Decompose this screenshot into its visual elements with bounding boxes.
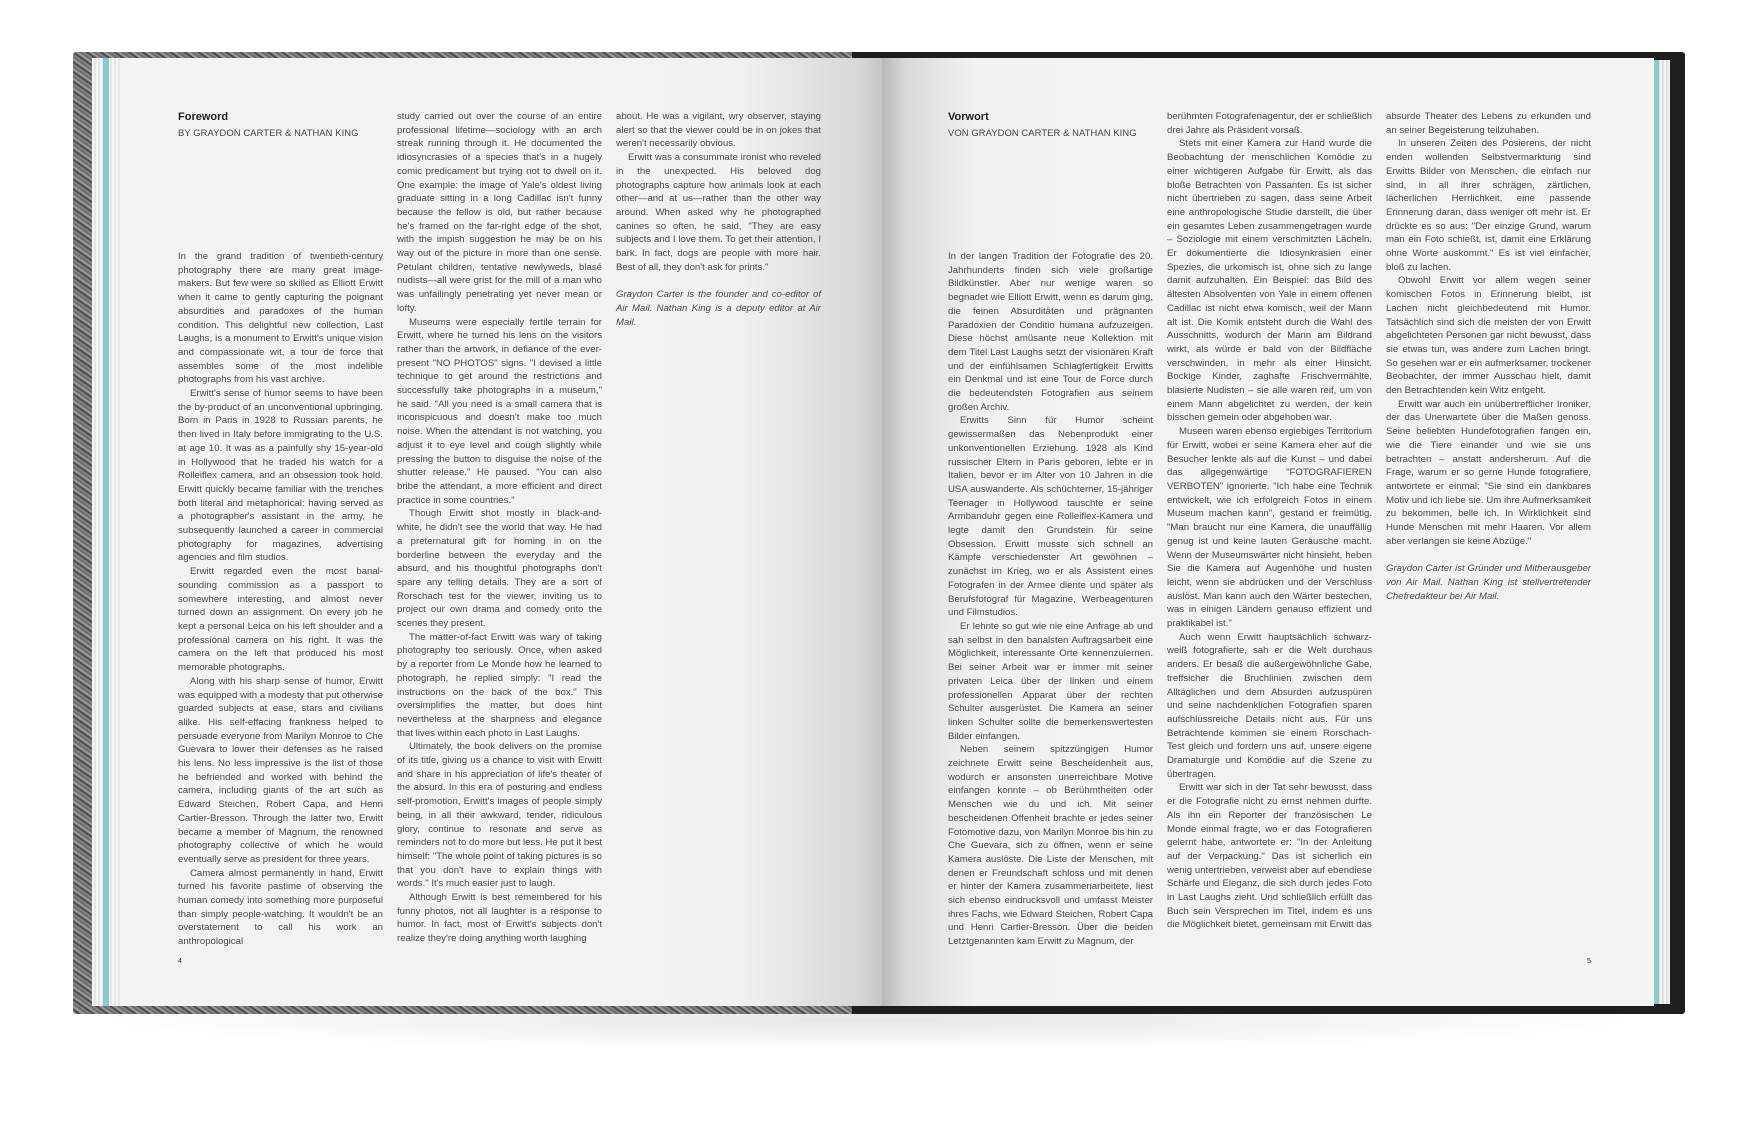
left-column-2 (397, 110, 602, 946)
paragraph: Erwitt was a consummate ironist who reveled in the unexpected. His beloved dog photographs capture how animals look at each other—and at us—rather than the other way around. When asked why he photographed canines so often, he said, "They are easy subjects and I love them. To get their attention, I bark. In fact, dogs are people with more hair. Best of all, they don't ask for prints." (616, 152, 821, 273)
left-column-3 (616, 110, 821, 329)
page-title: Foreword (178, 111, 229, 123)
paragraph: Erwitt regarded even the most banal-sounding commission as a passport to somewhere interesting, and almost never turned down an assignment. On every job he kept a personal Leica on his left shoulder and a professional camera on his right. It was the camera on the left that produced his most memorable photographs. (178, 566, 383, 674)
paragraph: In der langen Tradition der Fotografie des 20. Jahrhunderts finden sich viele großartige Bildkünstler. Aber nur wenige waren so begnadet wie Elliott Erwitt, wenn es darum ging, die feinen Absurditäten und prägnanten Paradoxien der Conditio humana aufzuzeigen. Diese höchst amüsante neue Kollektion mit dem Titel Last Laughs setzt der visionären Kraft und der einfühlsamen Schlagfertigkeit Erwitts ein Denkmal und ist eine Tour de Force durch die bedeutendsten Fotografien aus seinem großen Archiv. (948, 251, 1153, 413)
paragraph: In unseren Zeiten des Posierens, der nicht enden wollenden Selbstvermarktung sind Erwitts Bilder von Menschen, die einfach nur sind, in all ihrer schrägen, zärtlichen, lächerlichen Herrlichkeit, eine passende Erinnerung daran, dass weniger oft mehr ist. Er drückte es so aus: "Der einzige Grund, warum man ein Foto schießt, ist, damit eine Erklärung ohne Worte auskommt." Es ist viel einfacher, bloß zu lachen. (1386, 138, 1591, 273)
paragraph: Ultimately, the book delivers on the promise of its title, giving us a chance to visit with Erwitt and share in his appreciation of life's theater of the absurd. In this era of posturing and endless self-promotion, Erwitt's images of people simply being, in all their awkward, tender, ridiculous glory, continue to resonate and serve as reminders not to do more but less. He put it best himself: "The whole point of taking pictures is so that you don't have to explain things with words." It's much easier just to laugh. (397, 741, 602, 890)
page-title: Vorwort (948, 111, 989, 123)
paragraph: berühmten Fotografenagentur, der er schließlich drei Jahre als Präsident vorsaß. (1167, 111, 1372, 136)
paragraph: Neben seinem spitzzüngigen Humor zeichnete Erwitt seine Bescheidenheit aus, wodurch er ansonsten unerreichbare Motive einfangen konnte – ob Berühmtheiten oder Menschen wie du und ich. Mit seiner bescheidenen Offenheit brachte er jedes seiner Fotomotive dazu, von Marilyn Monroe bis hin zu Che Guevara, sich zu öffnen, wenn er seine Kamera auslöste. Die Liste der Menschen, mit denen er Freundschaft schloss und mit denen er hinter der Kamera zusammenarbeitete, liest sich ebenso eindrucksvoll und umfasst Meister ihres Fachs, wie Edward Steichen, Robert Capa und Henri Cartier-Bresson. Über die beiden Letztgenannten kam Erwitt zu Magnum, der (948, 744, 1153, 948)
right-edge-accent (1654, 60, 1659, 1004)
paragraph: Camera almost permanently in hand, Erwitt turned his favorite pastime of observing the human comedy into something more purposeful than simply people-watching. It wouldn't be an overstatement to call his work an anthropological (178, 867, 383, 948)
right-column-3 (1386, 110, 1591, 603)
paragraph: Along with his sharp sense of humor, Erwitt was equipped with a modesty that put otherwise guarded subjects at ease, stars and civilians alike. His self-effacing frankness helped to persuade everyone from Marilyn Monroe to Che Guevara to lower their defenses as he raised his lens. No less impressive is the list of those he befriended and worked with behind the camera, including giants of the art such as Edward Steichen, Robert Capa, and Henri Cartier-Bresson. Through the latter two, Erwitt became a member of Magnum, the renowned photography collective of which he would eventually serve as president for three years. (178, 675, 383, 865)
right-column-1 (948, 250, 1153, 949)
paragraph: study carried out over the course of an entire professional lifetime—sociology with an arch streak running through it. He documented the idiosyncrasies of a species that's in a hugely comic predicament but trying not to dwell on it. One example: the image of Yale's oldest living graduate sitting in a long Cadillac isn't funny because the fellow is old, but rather because he's framed on the far-right edge of the shot, with the impish suggestion he may be on his way out of the picture in more than one sense. Petulant children, tentative newlyweds, blasé nudists—all were grist for the mill of a man who was unfailingly penetrating yet never mean or lofty. (397, 111, 602, 314)
paragraph: Though Erwitt shot mostly in black-and-white, he didn't see the world that way. He had a preternatural gift for homing in on the borderline between the everyday and the absurd, and his thoughtful photographs don't spare any telling details. They are a sort of Rorschach test for the viewer, inviting us to project our own drama and comedy onto the scenes they present. (397, 508, 602, 630)
right-column-2 (1167, 110, 1372, 932)
author-credit: Graydon Carter is the founder and co-editor of Air Mail. Nathan King is a deputy editor at Air Mail. (616, 289, 821, 328)
paragraph: Museen waren ebenso ergiebiges Territorium für Erwitt, wobei er seine Kamera eher auf die Besucher lenkte als auf die Kunst – und dabei das allgegenwärtige "FOTOGRAFIEREN VERBOTEN" ignorierte. "Ich habe eine Technik entwickelt, wie ich erfolgreich Fotos in einem Museum machen kann", gestand er freimütig. "Man braucht nur eine Kamera, die unauffällig genug ist und keine lauten Geräusche macht. Wenn der Museumswärter nicht hinsieht, heben Sie die Kamera auf Augenhöhe und husten leicht, wenn sie abdrücken und der Verschluss auslöst. Man kann auch den Wärter bestechen, was in einigen Ländern genauso effizient und praktikabel ist." (1167, 426, 1372, 630)
paragraph: about. He was a vigilant, wry observer, staying alert so that the viewer could be in on jokes that weren't necessarily obvious. (616, 111, 821, 150)
paragraph: Erwitt war auch ein unübertrefflicher Ironiker, der das Unerwartete über die Maßen genoss. Seine beliebten Hundefotografien fangen ein, wie die Tiere einander und wie sie uns betrachten – anstatt andersherum. Auf die Frage, warum er so gerne Hunde fotografiere, antwortete er einmal: "Sie sind ein dankbares Motiv und ich liebe sie. Um ihre Aufmerksamkeit zu bekommen, belle ich. In Wirklichkeit sind Hunde Menschen mit mehr Haaren. Vor allem aber verlangen sie keine Abzüge." (1386, 398, 1591, 547)
author-credit: Graydon Carter ist Gründer und Mitherausgeber von Air Mail. Nathan King ist stellvertretender Chefredakteur bei Air Mail. (1386, 563, 1591, 602)
page-number: 5 (1587, 958, 1591, 965)
left-column-1 (178, 250, 383, 949)
paragraph: Museums were especially fertile terrain for Erwitt, where he turned his lens on the visitors rather than the artwork, in defiance of the ever-present "NO PHOTOS" signs. "I devised a little technique to get around the restrictions and successfully take photographs in a museum," he said. "All you need is a small camera that is inconspicuous and doesn't make too much noise. When the attendant is not watching, you adjust it to eye level and cough slightly while pressing the button to disguise the noise of the shutter release." He paused. "You can also bribe the attendant, a more efficient and direct practice in some countries." (397, 316, 602, 506)
left-edge-accent (103, 58, 109, 1006)
paragraph: absurde Theater des Lebens zu erkunden und an seiner Begeisterung teilzuhaben. (1386, 111, 1591, 136)
paragraph: Obwohl Erwitt vor allem wegen seiner komischen Fotos in Erinnerung bleibt, ist Lachen nicht gleichbedeutend mit Humor. Tatsächlich sind sich die meisten der von Erwitt abgelichteten Personen gar nicht bewusst, dass sie etwas tun, was andere zum Lachen bringt. So gesehen war er ein aufmerksamer, trockener Beobachter, der immer Ausschau hielt, damit den Betrachtenden kein Witz entgeht. (1386, 275, 1591, 397)
page-number: 4 (178, 958, 182, 965)
paragraph: Erwitt's sense of humor seems to have been the by-product of an unconventional upbringing. Born in Paris in 1928 to Russian parents, he then lived in Italy before immigrating to the U.S. at age 10. It was as a painfully shy 15-year-old in Hollywood that he traded his watch for a Rolleiflex camera, and an obsession took hold. Erwitt quickly became familiar with the trenches both literal and metaphorical: having served as a photographer's assistant in the army, he subsequently launched a career in commercial photography for magazines, advertising agencies and film studios. (178, 388, 383, 564)
paragraph: The matter-of-fact Erwitt was wary of taking photography too seriously. Once, when asked by a reporter from Le Monde how he learned to photograph, he replied simply: "I read the instructions on the back of the box." This oversimplifies the matter, but does hint nevertheless at the sharpness and elegance that lives within each photo in Last Laughs. (397, 631, 602, 739)
byline: BY GRAYDON CARTER & NATHAN KING (178, 127, 359, 138)
paragraph: Stets mit einer Kamera zur Hand wurde die Beobachtung der menschlichen Komödie zu einer wichtigeren Aufgabe für Erwitt, als das bloße Betrachten von Passanten. Es ist sicher nicht übertrieben zu sagen, dass seine Arbeit eine anthropologische Studie darstellt, die über ein gesamtes Leben zusammengetragen wurde – Soziologie mit einem verschmitzten Lächeln. Er dokumentierte die Idiosynkrasien einer Spezies, die urkomisch ist, ohne sich zu lange damit aufzuhalten. Ein Beispiel: das Bild des ältesten Absolventen von Yale in einem offenen Cadillac ist nicht etwa komisch, weil der Mann alt ist. Die Komik entsteht durch die Wahl des Ausschnitts, wodurch der Mann am Bildrand wirkt, als würde er bald von der Bildfläche verschwinden, in mehr als einer Hinsicht. Bockige Kinder, zaghafte Frischvermählte, blasierte Nudisten – sie alle waren reif, um von einem Mann abgelichtet zu werden, der kein bisschen gemein oder abgehoben war. (1167, 138, 1372, 424)
paragraph: Erwitts Sinn für Humor scheint gewissermaßen das Nebenprodukt einer unkonventionellen Erziehung. 1928 als Kind russischer Eltern in Paris geboren, lebte er in Italien, bevor er im Alter von 10 Jahren in die USA auswanderte. Als schüchterner, 15-jähriger Teenager in Hollywood tauschte er seine Armbanduhr gegen eine Rolleiflex-Kamera und legte damit den Grundstein für seine Obsession. Erwitt musste sich schnell an Kämpfe verschiedenster Art gewöhnen – zunächst im Krieg, wo er als Assistent eines Fotografen in der Armee diente und später als Berufsfotograf für Magazine, Werbeagenturen und Filmstudios. (948, 415, 1153, 619)
byline: VON GRAYDON CARTER & NATHAN KING (948, 127, 1137, 138)
paragraph: Auch wenn Erwitt hauptsächlich schwarz-weiß fotografierte, sah er die Welt durchaus anders. Er besaß die außergewöhnliche Gabe, treffsicher die Bruchlinien zwischen dem Alltäglichen und dem Absurden aufzuspüren und seine nachdenklichen Fotografien sparen aufschlussreiche Details nicht aus. Für uns Betrachtende kommen sie einem Rorschach-Test gleich und fordern uns auf, unsere eigene Dramaturgie und Komödie auf die Szene zu übertragen. (1167, 631, 1372, 780)
paragraph: Erwitt war sich in der Tat sehr bewusst, dass er die Fotografie nicht zu ernst nehmen durfte. Als ihn ein Reporter der französischen Le Monde einmal fragte, wo er das Fotografieren gelernt habe, antwortete er: "In der Anleitung auf der Verpackung." Das ist sicherlich ein wenig untertrieben, verweist aber auf ebendiese Schärfe und Eleganz, die sich durch jedes Foto in Last Laughs zieht. Und schließlich erfüllt das Buch sein Versprechen im Titel, indem es uns die Möglichkeit bietet, gemeinsam mit Erwitt das (1167, 782, 1372, 931)
paragraph: In the grand tradition of twentieth-century photography there are many great image-makers. But few were so skilled as Elliott Erwitt when it came to gently capturing the poignant absurdities and paradoxes of the human condition. This delightful new collection, Last Laughs, is a monument to Erwitt's unique vision and compassionate wit, a tour de force that assembles some of the most indelible photographs from his vast archive. (178, 251, 383, 386)
paragraph: Although Erwitt is best remembered for his funny photos, not all laughter is a response to humor. In fact, most of Erwitt's subjects don't realize they're doing anything worth laughing (397, 892, 602, 945)
paragraph: Er lehnte so gut wie nie eine Anfrage ab und sah selbst in den banalsten Auftragsarbeit eine Möglichkeit, interessante Orte kennenzulernen. Bei seiner Arbeit war er immer mit seiner privaten Leica über der linken und einem professionellen Apparat über der rechten Schulter ausgerüstet. Die Kamera an seiner linken Schulter sollte die bemerkenswertesten Bilder einfangen. (948, 620, 1153, 742)
